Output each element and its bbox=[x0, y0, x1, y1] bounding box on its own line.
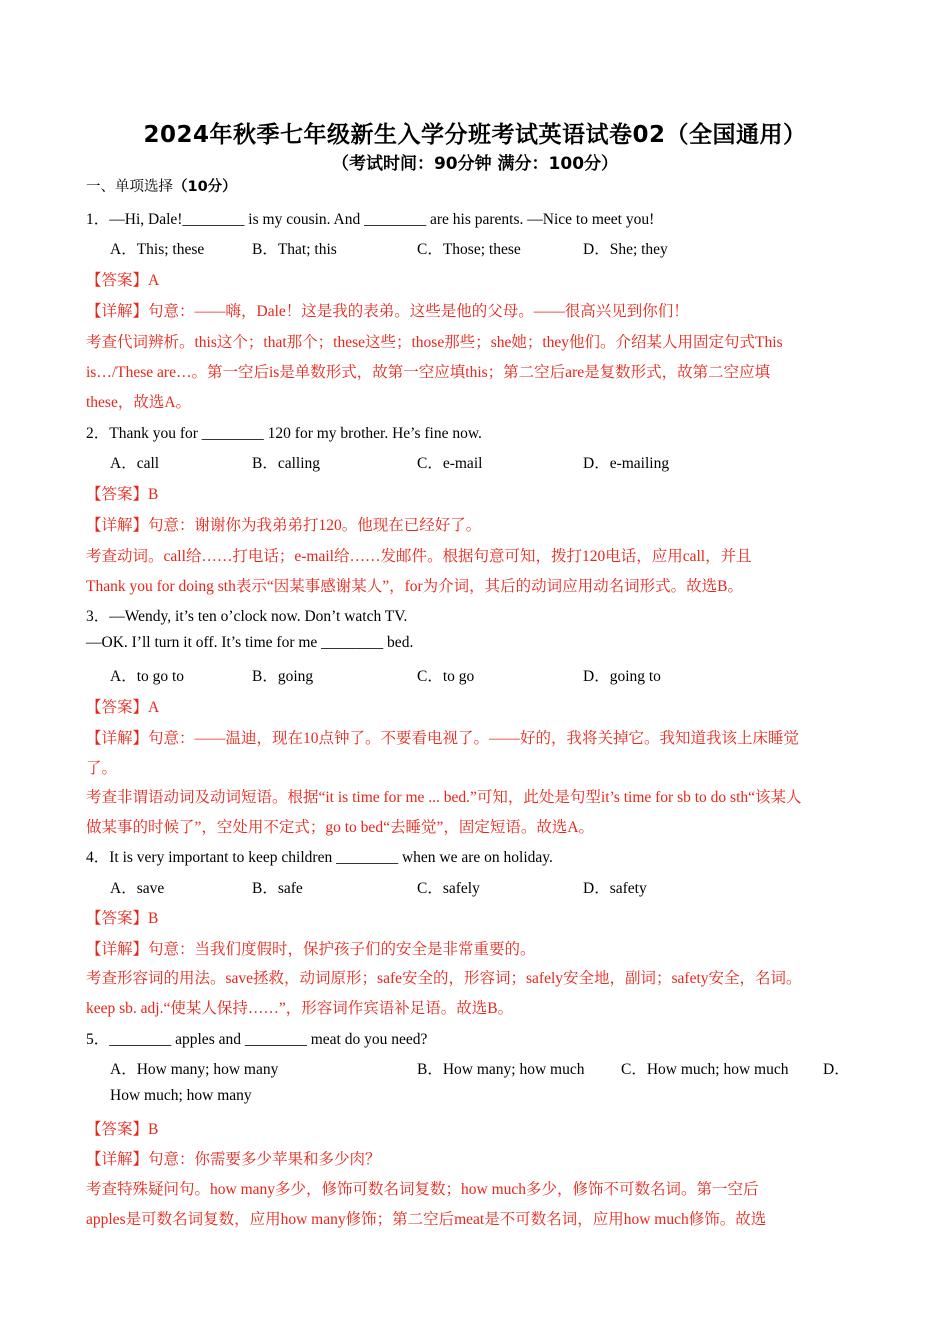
page-title: 2024年秋季七年级新生入学分班考试英语试卷02（全国通用） bbox=[143, 122, 807, 148]
option-d-text: How much; how many bbox=[110, 1087, 252, 1104]
section-heading bbox=[86, 175, 237, 196]
option-d: D．e-mailing bbox=[583, 455, 670, 472]
option-d: D． bbox=[823, 1061, 850, 1078]
option-b: B．safe bbox=[252, 880, 303, 897]
analysis-line: is…/These are…。第一空后is是单数形式，故第一空应填this；第二空后are是复数形式，故第二空应填 bbox=[86, 364, 771, 381]
option-a: A．This; these bbox=[110, 241, 205, 258]
option-d: D．She; they bbox=[583, 241, 668, 258]
option-a: A．call bbox=[110, 455, 160, 472]
answer-line: 【答案】A bbox=[86, 699, 160, 716]
question-stem: 3．—Wendy, it’s ten o’clock now. Don’t watch TV. bbox=[86, 608, 408, 625]
analysis-line: apples是可数名词复数，应用how many修饰；第二空后meat是不可数名词，应用how much修饰。故选 bbox=[86, 1211, 767, 1228]
option-b: B．calling bbox=[252, 455, 321, 472]
analysis-line: these，故选A。 bbox=[86, 394, 192, 411]
detail-line: 【详解】句意：你需要多少苹果和多少肉？ bbox=[86, 1151, 381, 1168]
analysis-line: Thank you for doing sth表示“因某事感谢某人”，for为介词，其后的动词应用动名词形式。故选B。 bbox=[86, 578, 743, 595]
detail-line: 【详解】句意：——温迪，现在10点钟了。不要看电视了。——好的，我将关掉它。我知道我该上床睡觉 bbox=[86, 730, 800, 747]
option-c: C．How much; how much bbox=[621, 1061, 789, 1078]
option-b: B．going bbox=[252, 668, 314, 685]
option-c: C．e-mail bbox=[417, 455, 483, 472]
option-d: D．safety bbox=[583, 880, 647, 897]
answer-line: 【答案】B bbox=[86, 1121, 159, 1138]
option-b: B．That; this bbox=[252, 241, 337, 258]
analysis-line: 考查动词。call给……打电话；e-mail给……发邮件。根据句意可知，拨打120电话，应用call，并且 bbox=[86, 548, 752, 565]
question-stem: 1．—Hi, Dale!________ is my cousin. And ________ are his parents. —Nice to meet you! bbox=[86, 211, 655, 228]
detail-line-2: 了。 bbox=[86, 760, 118, 777]
answer-line: 【答案】B bbox=[86, 486, 159, 503]
option-a: A．to go to bbox=[110, 668, 185, 685]
option-c: C．to go bbox=[417, 668, 475, 685]
option-d: D．going to bbox=[583, 668, 661, 685]
analysis-line: 考查非谓语动词及动词短语。根据“it is time for me ... bed.”可知，此处是句型it’s time for sb to do sth“该某人 bbox=[86, 789, 802, 806]
exam-info: （考试时间：90分钟 满分：100分） bbox=[331, 154, 619, 174]
analysis-line: 考查代词辨析。this这个；that那个；these这些；those那些；she她；they他们。介绍某人用固定句式This bbox=[86, 334, 783, 351]
detail-line: 【详解】句意：谢谢你为我弟弟打120。他现在已经好了。 bbox=[86, 517, 482, 534]
analysis-line: keep sb. adj.“使某人保持……”，形容词作宾语补足语。故选B。 bbox=[86, 1000, 514, 1017]
option-c: C．safely bbox=[417, 880, 480, 897]
answer-line: 【答案】B bbox=[86, 910, 159, 927]
option-c: C．Those; these bbox=[417, 241, 521, 258]
option-a: A．How many; how many bbox=[110, 1061, 279, 1078]
analysis-line: 考查形容词的用法。save拯救，动词原形；safe安全的，形容词；safely安全地，副词；safety安全，名词。 bbox=[86, 970, 802, 987]
analysis-line: 考查特殊疑问句。how many多少，修饰可数名词复数；how much多少，修饰不可数名词。第一空后 bbox=[86, 1181, 759, 1198]
question-stem-line2: —OK. I’ll turn it off. It’s time for me ________ bed. bbox=[86, 634, 414, 651]
question-stem: 4．It is very important to keep children ________ when we are on holiday. bbox=[86, 849, 553, 866]
section-label: 一、单项选择 bbox=[86, 179, 173, 195]
question-stem: 2．Thank you for ________ 120 for my brother. He’s fine now. bbox=[86, 425, 482, 442]
section-score: （10分） bbox=[173, 179, 237, 195]
question-stem: 5．________ apples and ________ meat do you need? bbox=[86, 1031, 428, 1048]
analysis-line: 做某事的时候了”，空处用不定式；go to bed“去睡觉”，固定短语。故选A。 bbox=[86, 819, 595, 836]
option-b: B．How many; how much bbox=[417, 1061, 585, 1078]
option-a: A．save bbox=[110, 880, 165, 897]
detail-line: 【详解】句意：——嗨，Dale！这是我的表弟。这些是他的父母。——很高兴见到你们！ bbox=[86, 303, 689, 320]
detail-line: 【详解】句意：当我们度假时，保护孩子们的安全是非常重要的。 bbox=[86, 941, 536, 958]
answer-line: 【答案】A bbox=[86, 272, 160, 289]
